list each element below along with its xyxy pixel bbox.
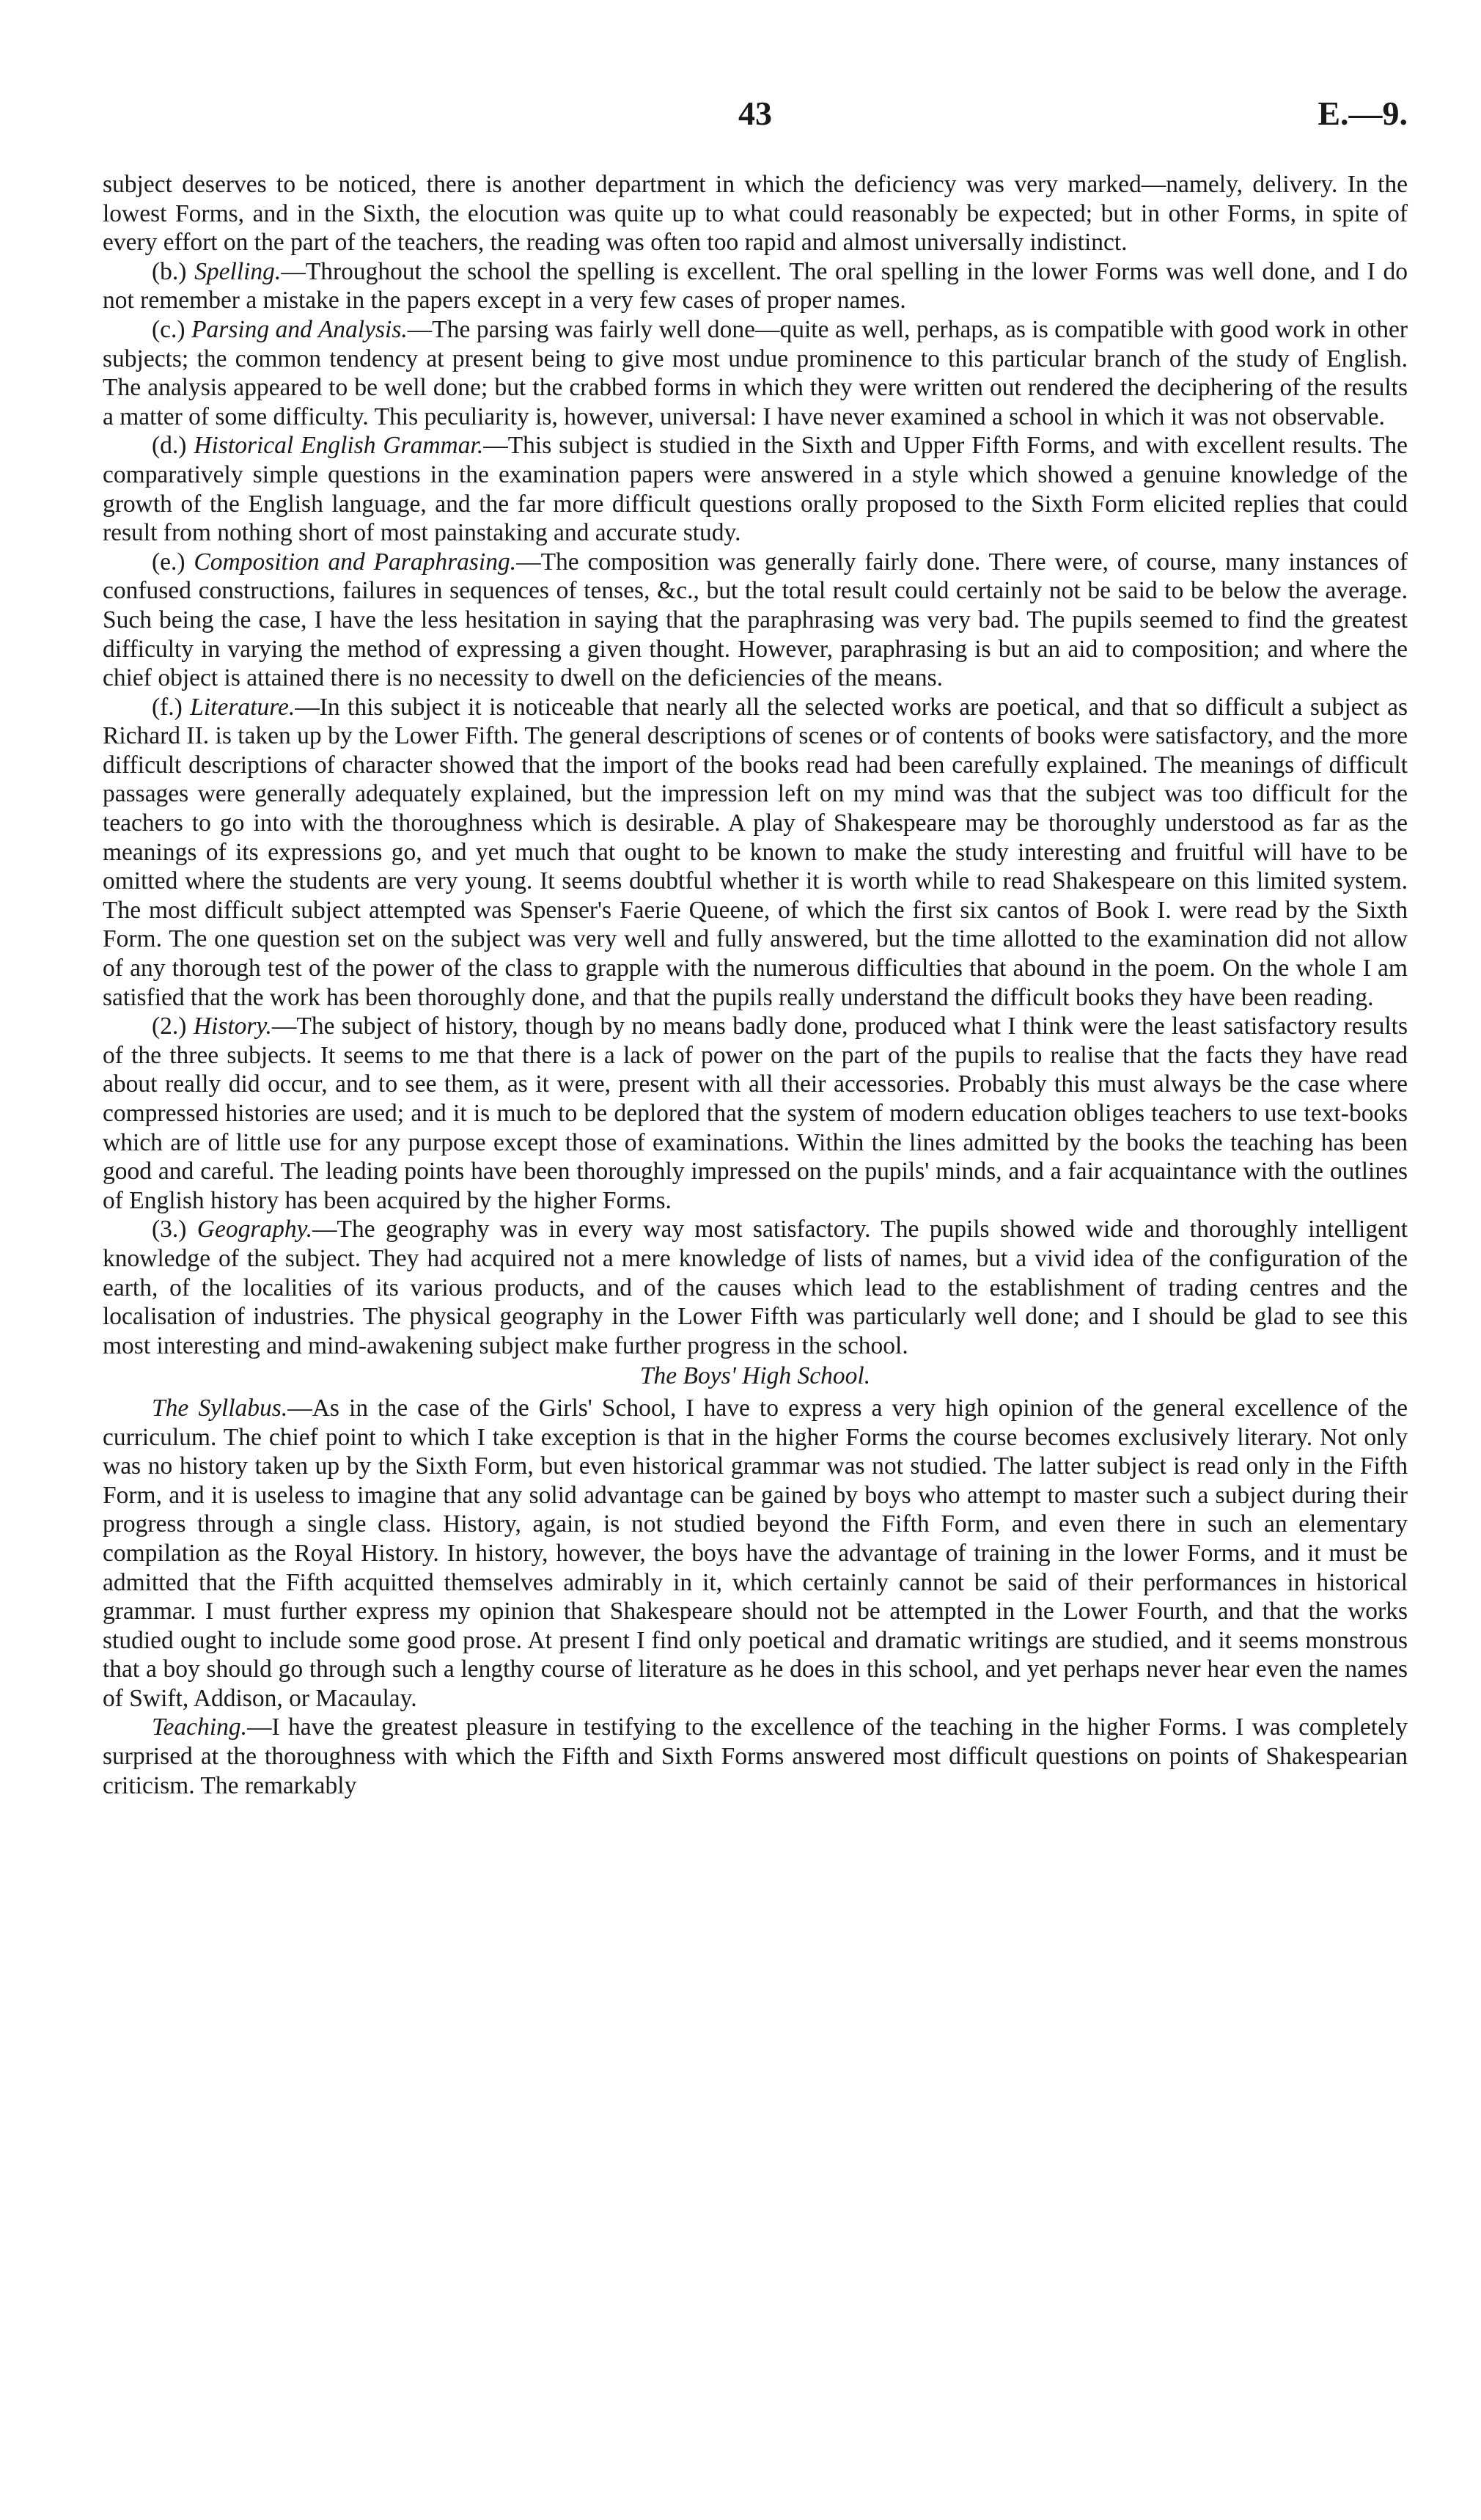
paragraph-text: —In this subject it is noticeable that nearly all the selected works are poetical, and that so difficult a subject as Richard II. is taken up by the Lower Fifth. The general descriptions of scenes or of contents of books were satisfactory, and the more difficult descriptions of character showed that the import of the books read had been carefully explained. The meanings of difficult passages were generally adequately explained, but the impression left on my mind was that the subject was too difficult for the teachers to go into with the thoroughness which is desirable. A play of Shakespeare may be thoroughly understood as far as the meanings of its expressions go, and yet much that ought to be known to make the study interesting and fruitful will have to be omitted where the students are very young. It seems doubtful whether it is worth while to read Shakespeare on this limited system. The most difficult subject attempted was Spenser's Faerie Queene, of which the first six cantos of Book I. were read by the Sixth Form. The one question set on the subject was very well and fully answered, but the time allotted to the examination did not allow of any thorough test of the power of the class to grapple with the numerous difficulties that abound in the poem. On the whole I am satisfied that the work has been thoroughly done, and that the pupils really understand the difficult books they have been reading. — [103, 693, 1408, 1011]
paragraph-lead: (f.) — [152, 693, 191, 721]
page-number: 43 — [738, 95, 772, 132]
paragraph-text: —The composition was generally fairly done. There were, of course, many instances of confused constructions, failures in sequences of tenses, &c., but the total result could certainly not be said to be below the average. Such being the case, I have the less hesitation in saying that the paraphrasing was very bad. The pupils seemed to find the greatest difficulty in varying the method of expressing a given thought. However, paraphrasing is but an aid to composition; and where the chief object is attained there is no necessity to dwell on the deficiencies of the means. — [103, 548, 1408, 692]
paragraph — [103, 1713, 1408, 1800]
paragraph — [103, 693, 1408, 1013]
paragraph-lead: (2.) — [152, 1013, 194, 1040]
paragraph-lead: (c.) — [152, 315, 192, 343]
report-body — [103, 170, 1408, 1800]
paragraph-lead: (d.) — [152, 432, 194, 460]
paragraph-lead: (b.) — [152, 257, 195, 285]
paragraph-label: Composition and Paraphrasing. — [194, 548, 517, 576]
paragraph-lead: (3.) — [152, 1216, 197, 1244]
paragraph-text: —I have the greatest pleasure in testifying to the excellence of the teaching in the higher Forms. I was completely surprised at the thoroughness with which the Fifth and Sixth Forms answered most difficult questions on points of Shakespearian criticism. The remarkably — [103, 1713, 1408, 1799]
paragraph-text: —As in the case of the Girls' School, I have to express a very high opinion of the general excellence of the curriculum. The chief point to which I take exception is that in the higher Forms the course becomes exclusively literary. Not only was no history taken up by the Sixth Form, but even historical grammar was not studied. The latter subject is read only in the Fifth Form, and it is useless to imagine that any solid advantage can be gained by boys who attempt to master such a subject during their progress through a single class. History, again, is not studied beyond the Fifth Form, and even there in such an elementary compilation as the Royal History. In history, however, the boys have the advantage of training in the lower Forms, and it must be admitted that the Fifth acquitted themselves admirably in it, which certainly cannot be said of their performances in historical grammar. I must further express my opinion that Shakespeare should not be attempted in the Lower Fourth, and that the works studied ought to include some good prose. At present I find only poetical and dramatic writings are studied, and it seems monstrous that a boy should go through such a lengthy course of literature as he does in this school, and yet perhaps never hear even the names of Swift, Addison, or Macaulay. — [103, 1394, 1408, 1712]
paragraph — [103, 431, 1408, 547]
paragraph-label: The Syllabus. — [152, 1394, 288, 1422]
paragraph-text: —This subject is studied in the Sixth and Upper Fifth Forms, and with excellent results. The comparatively simple questions in the examination papers were answered in a style which showed a genuine knowledge of the growth of the English language, and the far more difficult questions orally proposed to the Sixth Form elicited replies that could result from nothing short of most painstaking and accurate study. — [103, 432, 1408, 547]
paragraph — [103, 257, 1408, 315]
paragraph-text: —The parsing was fairly well done—quite as well, perhaps, as is compatible with good work in other subjects; the common tendency at present being to give most undue prominence to this particular branch of the study of English. The analysis appeared to be well done; but the crabbed forms in which they were written out rendered the deciphering of the results a matter of some difficulty. This peculiarity is, however, universal: I have never examined a school in which it was not observable. — [103, 315, 1408, 430]
paragraph — [103, 1012, 1408, 1215]
page-header — [103, 94, 1408, 138]
paragraph — [103, 315, 1408, 431]
paragraph-text: subject deserves to be noticed, there is another department in which the deficiency was very marked—namely, delivery. In the lowest Forms, and in the Sixth, the elocution was quite up to what could reasonably be expected; but in other Forms, in spite of every effort on the part of the teachers, the reading was often too rapid and almost universally indistinct. — [103, 171, 1408, 257]
paragraph — [103, 170, 1408, 257]
paragraph-label: Spelling. — [194, 257, 282, 285]
paragraph — [103, 1394, 1408, 1713]
document-code: E.—9. — [1318, 95, 1408, 132]
paragraph-lead: (e.) — [152, 548, 194, 576]
section-heading: The Boys' High School. — [639, 1362, 871, 1390]
paragraph — [103, 1215, 1408, 1360]
paragraph-label: Literature. — [190, 693, 295, 721]
paragraph-label: Geography. — [196, 1216, 313, 1244]
paragraph-text: —The geography was in every way most satisfactory. The pupils showed wide and thoroughly intelligent knowledge of the subject. They had acquired not a mere knowledge of lists of names, but a vivid idea of the configuration of the earth, of the localities of its various products, and of the causes which lead to the establishment of trading centres and the localisation of industries. The physical geography in the Lower Fifth was particularly well done; and I should be glad to see this most interesting and mind-awakening subject make further progress in the school. — [103, 1216, 1408, 1359]
paragraph-text: —Throughout the school the spelling is excellent. The oral spelling in the lower Forms was well done, and I do not remember a mistake in the papers except in a very few cases of proper names. — [103, 257, 1408, 315]
paragraph-label: Teaching. — [152, 1713, 247, 1741]
paragraph-label: Historical English Grammar. — [194, 432, 484, 460]
paragraph-text: —The subject of history, though by no means badly done, produced what I think were the least satisfactory results of the three subjects. It seems to me that there is a lack of power on the part of the pupils to realise that the facts they have read about really did occur, and to see them, as it were, present with all their accessories. Probably this must always be the case where compressed histories are used; and it is much to be deplored that the system of modern education obliges teachers to use text-books which are of little use for any purpose except those of examinations. Within the lines admitted by the books the teaching has been good and careful. The leading points have been thoroughly impressed on the pupils' minds, and a fair acquaintance with the outlines of English history has been acquired by the higher Forms. — [103, 1013, 1408, 1214]
paragraph-label: History. — [193, 1013, 272, 1040]
paragraph-label: Parsing and Analysis. — [191, 315, 408, 343]
paragraph — [103, 548, 1408, 693]
